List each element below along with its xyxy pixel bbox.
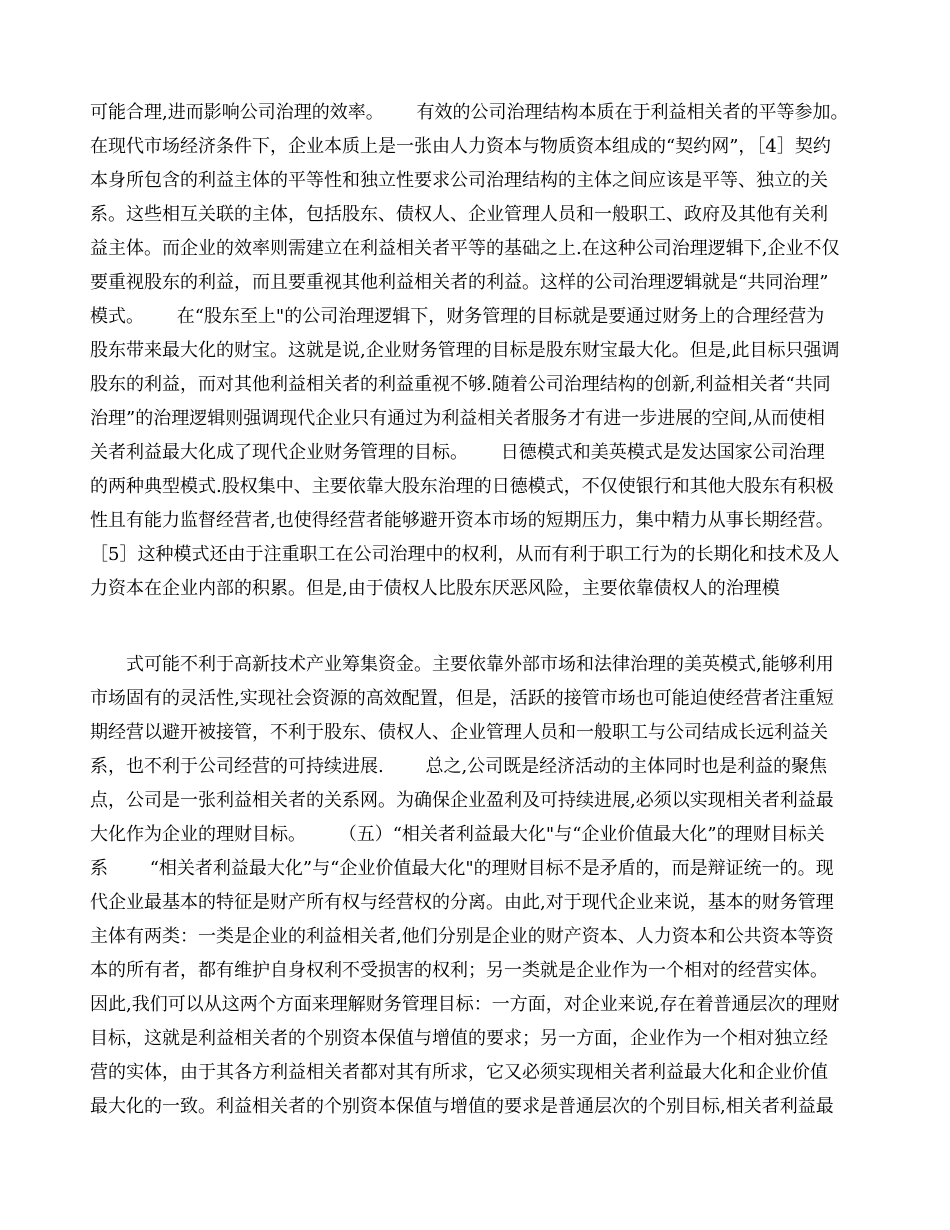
text-line: 系。这些相互关联的主体，包括股东、债权人、企业管理人员和一般职工、政府及其他有关利: [90, 204, 828, 225]
text-line: 治理”的治理逻辑则强调现代企业只有通过为利益相关者服务才有进一步进展的空间,从而使相: [90, 408, 825, 429]
text-line: 营的实体，由于其各方利益相关者都对其有所求，它又必须实现相关者利益最大化和企业价值: [90, 1062, 828, 1083]
text-line: ［5］这种模式还由于注重职工在公司治理中的权利，从而有利于职工行为的长期化和技术及人: [90, 544, 840, 565]
text-line: 益主体。而企业的效率则需建立在利益相关者平等的基础之上.在这种公司治理逻辑下,企业不仅: [90, 238, 840, 259]
text-line: 的两种典型模式.股权集中、主要依靠大股东治理的日德模式，不仅使银行和其他大股东有积极: [90, 476, 834, 497]
text-line: 模式。 在“股东至上"的公司治理逻辑下，财务管理的目标就是要通过财务上的合理经营为: [90, 306, 825, 327]
text-line: 目标，这就是利益相关者的个别资本保值与增值的要求；另一方面，企业作为一个相对独立经: [90, 1028, 828, 1049]
text-line: 力资本在企业内部的积累。但是,由于债权人比股东厌恶风险，主要依靠债权人的治理模: [90, 578, 780, 599]
text-line: 式可能不利于高新技术产业筹集资金。主要依靠外部市场和法律治理的美英模式,能够利用: [90, 654, 834, 675]
text-line: 最大化的一致。利益相关者的个别资本保值与增值的要求是普通层次的个别目标,相关者利益最: [90, 1096, 834, 1117]
text-line: 在现代市场经济条件下，企业本质上是一张由人力资本与物质资本组成的“契约网”，［4］契约: [90, 136, 831, 157]
text-line: 期经营以避开被接管，不利于股东、债权人、企业管理人员和一般职工与公司结成长远利益关: [90, 722, 828, 743]
text-line: 系，也不利于公司经营的可持续进展. 总之,公司既是经济活动的主体同时也是利益的聚焦: [90, 756, 828, 777]
text-line: 可能合理,进而影响公司治理的效率。 有效的公司治理结构本质在于利益相关者的平等参加。: [90, 102, 849, 123]
text-line: 要重视股东的利益，而且要重视其他利益相关者的利益。这样的公司治理逻辑就是“共同治理”: [90, 272, 829, 293]
text-line: 主体有两类：一类是企业的利益相关者,他们分别是企业的财产资本、人力资本和公共资本等资: [90, 926, 834, 947]
text-line: 本的所有者，都有维护自身权利不受损害的权利；另一类就是企业作为一个相对的经营实体。: [90, 960, 828, 981]
text-line: 代企业最基本的特征是财产所有权与经营权的分离。由此,对于现代企业来说，基本的财务管理: [90, 892, 834, 913]
text-line: 股东的利益，而对其他利益相关者的利益重视不够.随着公司治理结构的创新,利益相关者“共同: [90, 374, 831, 395]
text-line: 关者利益最大化成了现代企业财务管理的目标。 日德模式和美英模式是发达国家公司治理: [90, 442, 825, 463]
text-line: 本身所包含的利益主体的平等性和独立性要求公司治理结构的主体之间应该是平等、独立的关: [90, 170, 828, 191]
text-line: 因此,我们可以从这两个方面来理解财务管理目标：一方面，对企业来说,存在着普通层次的理财: [90, 994, 840, 1015]
text-line: 股东带来最大化的财宝。这就是说,企业财务管理的目标是股东财宝最大化。但是,此目标只强调: [90, 340, 840, 361]
text-line: 市场固有的灵活性,实现社会资源的高效配置，但是，活跃的接管市场也可能迫使经营者注重短: [90, 688, 834, 709]
text-line: 点，公司是一张利益相关者的关系网。为确保企业盈利及可持续进展,必须以实现相关者利益最: [90, 790, 834, 811]
text-line: 系 “相关者利益最大化”与“企业价值最大化"的理财目标不是矛盾的，而是辩证统一的。现: [90, 858, 834, 879]
text-line: 性且有能力监督经营者,也使得经营者能够避开资本市场的短期压力，集中精力从事长期经营。: [90, 510, 834, 531]
text-line: 大化作为企业的理财目标。 （五）“相关者利益最大化"与“企业价值最大化”的理财目标关: [90, 824, 825, 845]
